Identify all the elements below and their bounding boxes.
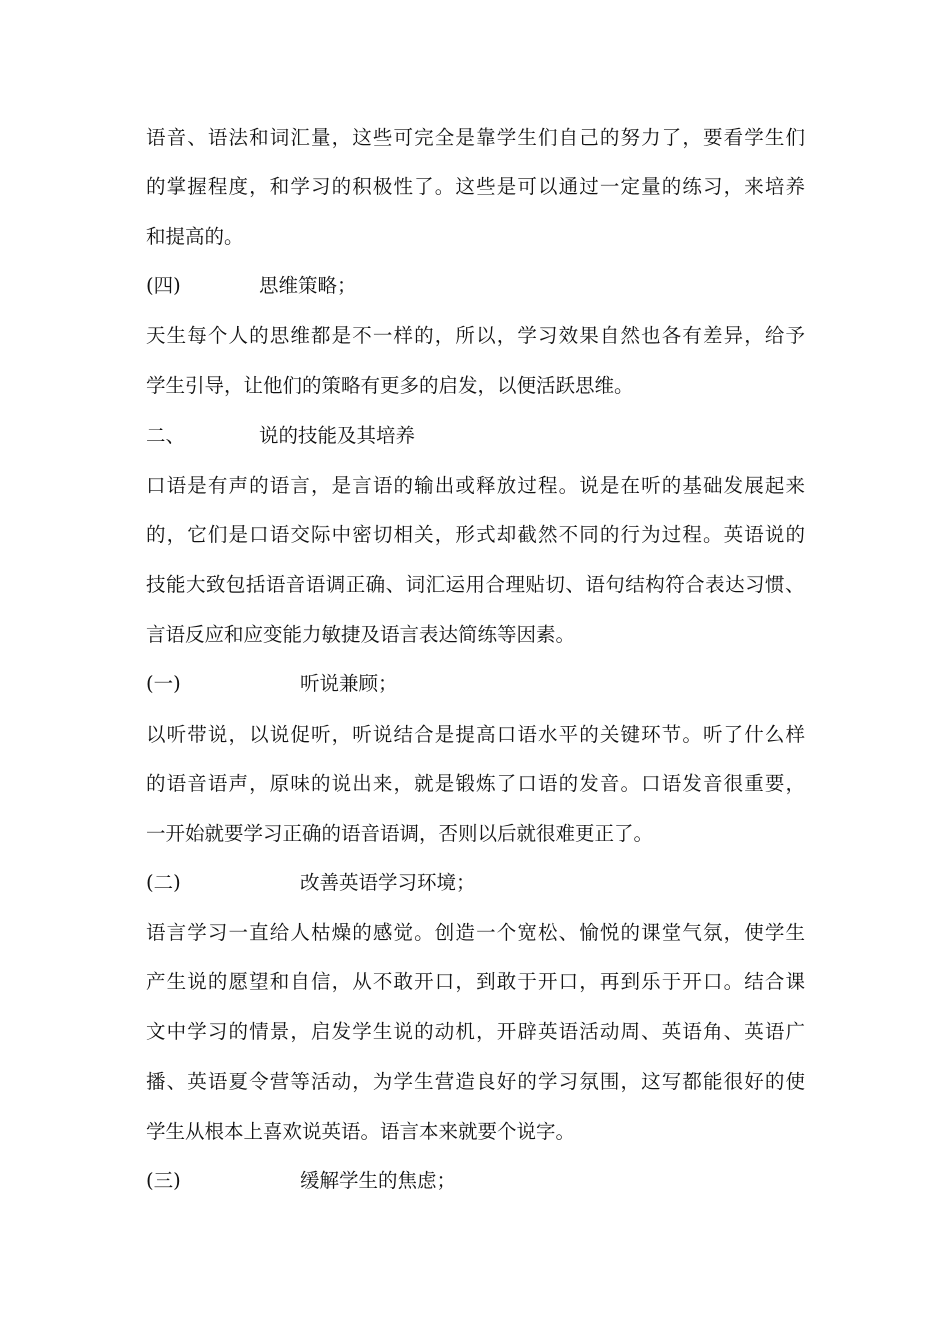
paragraph-line: 学生从根本上喜欢说英语。语言本来就要个说字。 (146, 1120, 576, 1143)
paragraph-line: 口语是有声的语言，是言语的输出或释放过程。说是在听的基础发展起来 (146, 474, 807, 497)
heading-title: 缓解学生的焦虑； (300, 1169, 457, 1192)
paragraph-line: 一开始就要学习正确的语音语调，否则以后就很难更正了。 (146, 822, 654, 845)
section-title: 说的技能及其培养 (259, 424, 416, 447)
heading-title: 思维策略； (259, 274, 357, 297)
paragraph-line: 技能大致包括语音语调正确、词汇运用合理贴切、语句结构符合表达习惯、 (146, 573, 805, 596)
paragraph-line: 语言学习一直给人枯燥的感觉。创造一个宽松、愉悦的课堂气氛，使学生 (146, 921, 807, 944)
paragraph-line: 文中学习的情景，启发学生说的动机，开辟英语活动周、英语角、英语广 (146, 1020, 807, 1043)
section-number: 二、 (146, 424, 186, 447)
heading-number: (二) (146, 871, 181, 894)
paragraph-line: 言语反应和应变能力敏捷及语言表达简练等因素。 (146, 623, 576, 646)
heading-title: 听说兼顾； (300, 672, 398, 695)
heading-number: (一) (146, 672, 181, 695)
heading-title: 改善英语学习环境； (300, 871, 476, 894)
paragraph-line: 的掌握程度，和学习的积极性了。这些是可以通过一定量的练习，来培养 (146, 175, 807, 198)
paragraph-line: 以听带说，以说促听，听说结合是提高口语水平的关键环节。听了什么样 (146, 723, 807, 746)
paragraph-line: 的，它们是口语交际中密切相关，形式却截然不同的行为过程。英语说的 (146, 523, 807, 546)
paragraph-line: 产生说的愿望和自信，从不敢开口，到敢于开口，再到乐于开口。结合课 (146, 970, 807, 993)
paragraph-line: 的语音语声，原味的说出来，就是锻炼了口语的发音。口语发音很重要， (146, 772, 807, 795)
paragraph-line: 播、英语夏令营等活动，为学生营造良好的学习氛围，这写都能很好的使 (146, 1070, 807, 1093)
heading-number: (四) (146, 274, 181, 297)
heading-number: (三) (146, 1169, 181, 1192)
paragraph-line: 语音、语法和词汇量，这些可完全是靠学生们自己的努力了，要看学生们 (146, 126, 807, 149)
paragraph-line: 学生引导，让他们的策略有更多的启发，以便活跃思维。 (146, 374, 634, 397)
paragraph-line: 天生每个人的思维都是不一样的，所以，学习效果自然也各有差异，给予 (146, 324, 807, 347)
paragraph-line: 和提高的。 (146, 225, 244, 248)
